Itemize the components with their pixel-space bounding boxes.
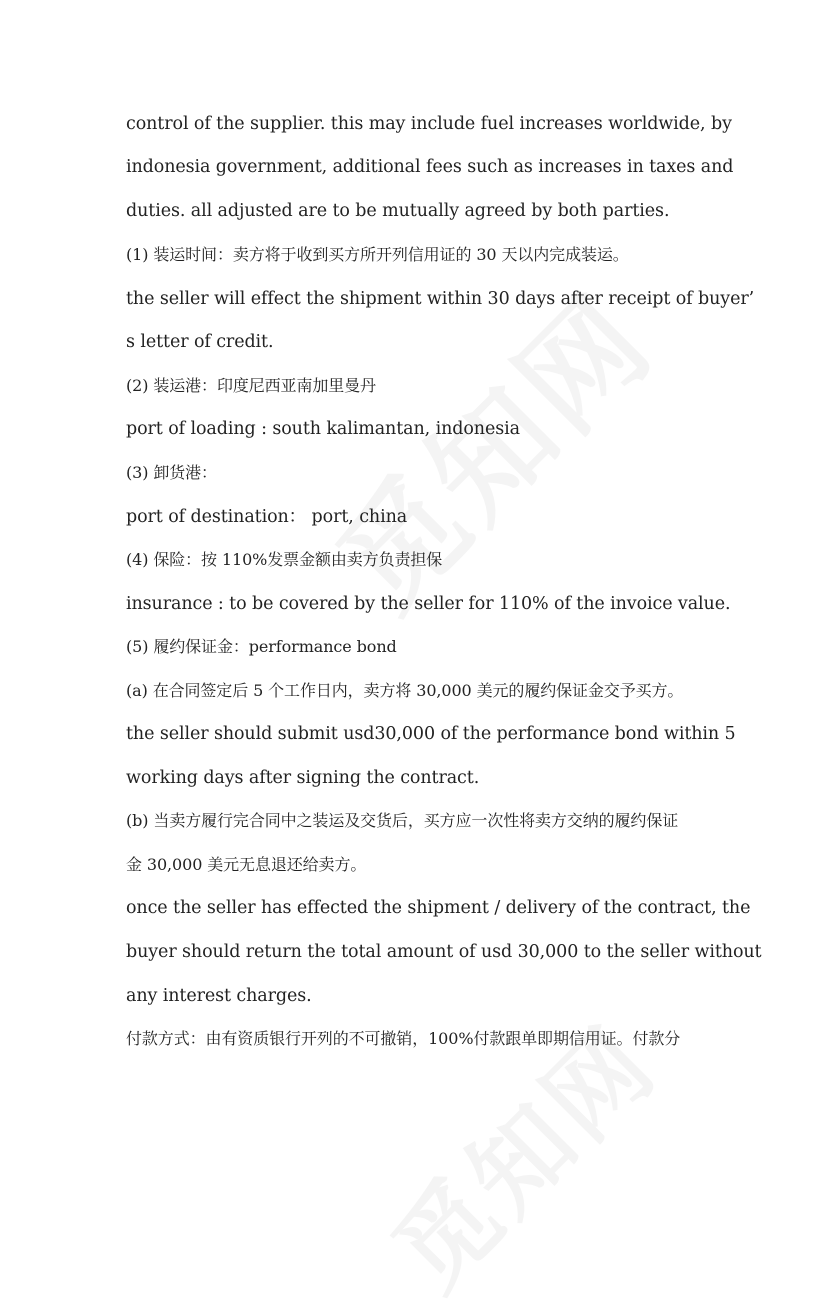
paragraph-line: port of destination： port, china (126, 507, 408, 527)
paragraph-line: 金 30,000 美元无息退还给卖方。 (126, 855, 367, 874)
paragraph-line: the seller should submit usd30,000 of the performance bond within 5 (126, 724, 736, 744)
clause-performance-bond: (5) 履约保证金：performance bond (126, 637, 397, 656)
clause-bond-return: (b) 当卖方履行完合同中之装运及交货后，买方应一次性将卖方交纳的履约保证 (126, 811, 679, 830)
paragraph-line: insurance : to be covered by the seller for 110% of the invoice value. (126, 594, 731, 614)
paragraph-line: buyer should return the total amount of usd 30,000 to the seller without (126, 942, 762, 962)
paragraph-line: control of the supplier. this may include fuel increases worldwide, by (126, 114, 732, 134)
paragraph-line: port of loading : south kalimantan, indonesia (126, 419, 520, 439)
clause-insurance: (4) 保险：按 110%发票金额由卖方负责担保 (126, 550, 443, 569)
paragraph-line: duties. all adjusted are to be mutually agreed by both parties. (126, 201, 670, 221)
clause-payment-terms: 付款方式：由有资质银行开列的不可撤销，100%付款跟单即期信用证。付款分 (126, 1029, 681, 1048)
clause-bond-submission: (a) 在合同签定后 5 个工作日内，卖方将 30,000 美元的履约保证金交予买方。 (126, 681, 684, 700)
paragraph-line: once the seller has effected the shipment / delivery of the contract, the (126, 898, 751, 918)
clause-port-of-loading: (2) 装运港：印度尼西亚南加里曼丹 (126, 376, 376, 395)
clause-port-of-discharge: (3) 卸货港： (126, 463, 217, 482)
paragraph-line: any interest charges. (126, 986, 312, 1006)
paragraph-line: working days after signing the contract. (126, 768, 480, 788)
clause-shipment-time: (1) 装运时间：卖方将于收到买方所开列信用证的 30 天以内完成装运。 (126, 245, 629, 264)
paragraph-line: s letter of credit. (126, 332, 274, 352)
paragraph-line: the seller will effect the shipment within 30 days after receipt of buyer’ (126, 289, 755, 309)
paragraph-line: indonesia government, additional fees such as increases in taxes and (126, 157, 734, 177)
